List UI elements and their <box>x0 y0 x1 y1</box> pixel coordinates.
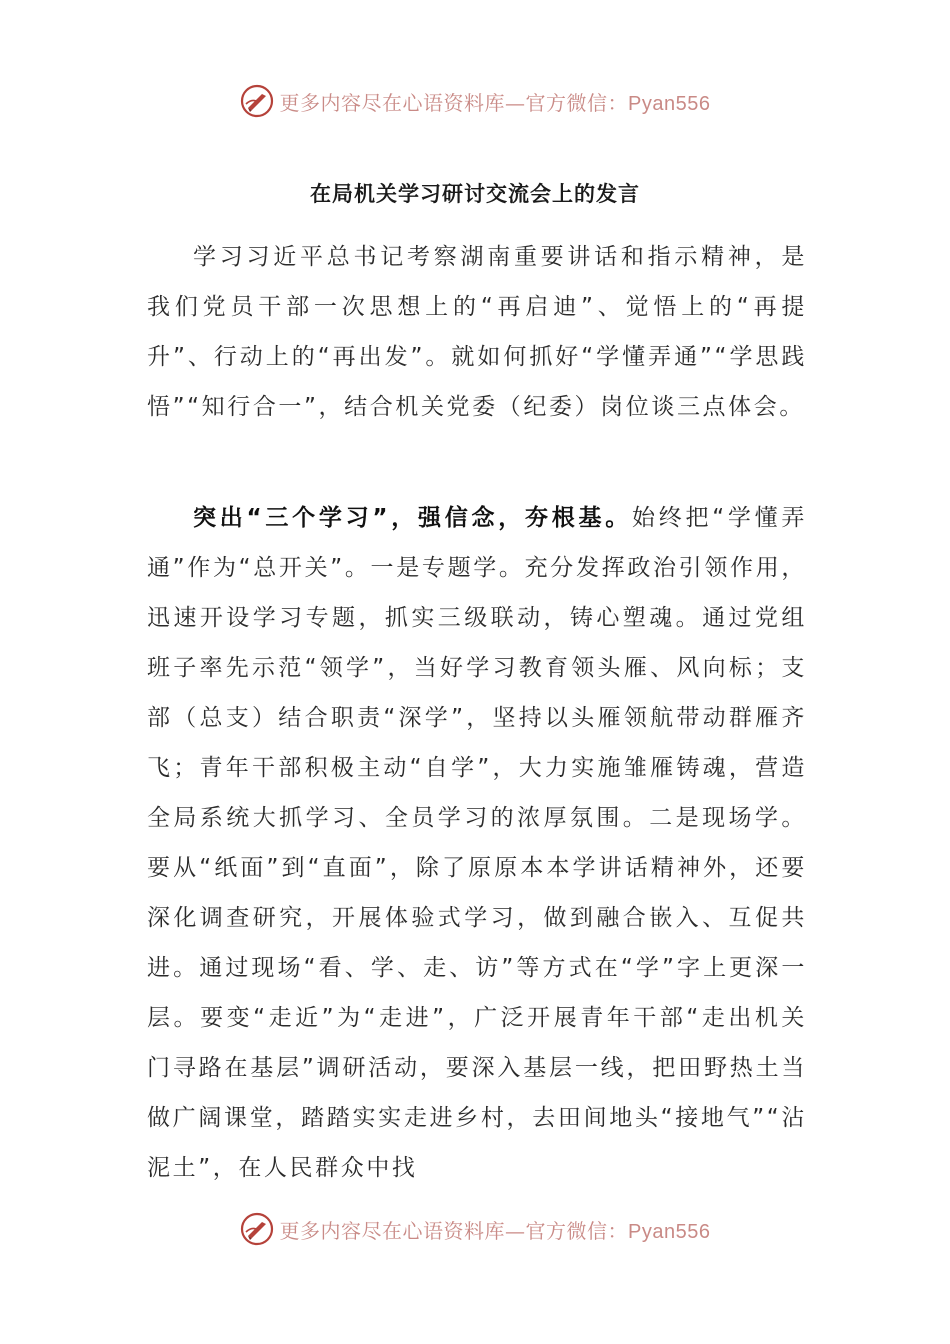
watermark-id: Pyan556 <box>628 92 711 115</box>
header-watermark <box>0 84 950 118</box>
watermark-text: 更多内容尽在心语资料库—官方微信： <box>279 90 629 115</box>
paragraph-text: 学习习近平总书记考察湖南重要讲话和指示精神，是我们党员干部一次思想上的“再启迪”、觉悟上的“再提升”、行动上的“再出发”。就如何抓好“学懂弄通”“学思践悟”“知行合一”，结合机关党委（纪委）岗位谈三点体会。 <box>147 244 807 420</box>
paragraph-lead: 突出“三个学习”，强信念，夯根基。 <box>193 505 632 531</box>
paragraph-text: 始终把“学懂弄通”作为“总开关”。一是专题学。充分发挥政治引领作用，迅速开设学习专题，抓实三级联动，铸心塑魂。通过党组班子率先示范“领学”，当好学习教育领头雁、风向标；支部（总支）结合职责“深学”，坚持以头雁领航带动群雁齐飞；青年干部积极主动“自学”，大力实施雏雁铸魂，营造全局系统大抓学习、全员学习的浓厚氛围。二是现场学。要从“纸面”到“直面”，除了原原本本学讲话精神外，还要深化调查研究，开展体验式学习，做到融合嵌入、互促共进。通过现场“看、学、走、访”等方式在“学”字上更深一层。要变“走近”为“走进”，广泛开展青年干部“走出机关门寻路在基层”调研活动，要深入基层一线，把田野热土当做广阔课堂，踏踏实实走进乡村，去田间地头“接地气”“沾泥土”，在人民群众中找 <box>147 505 807 1181</box>
pen-logo-icon <box>240 84 274 118</box>
pen-logo-icon <box>240 1212 274 1246</box>
footer-watermark <box>0 1212 950 1246</box>
paragraph-section-one <box>147 493 807 1193</box>
watermark-id: Pyan556 <box>628 1220 711 1243</box>
page-title: 在局机关学习研讨交流会上的发言 <box>310 182 640 206</box>
watermark-text: 更多内容尽在心语资料库—官方微信： <box>279 1218 629 1243</box>
paragraph-intro <box>147 232 807 432</box>
